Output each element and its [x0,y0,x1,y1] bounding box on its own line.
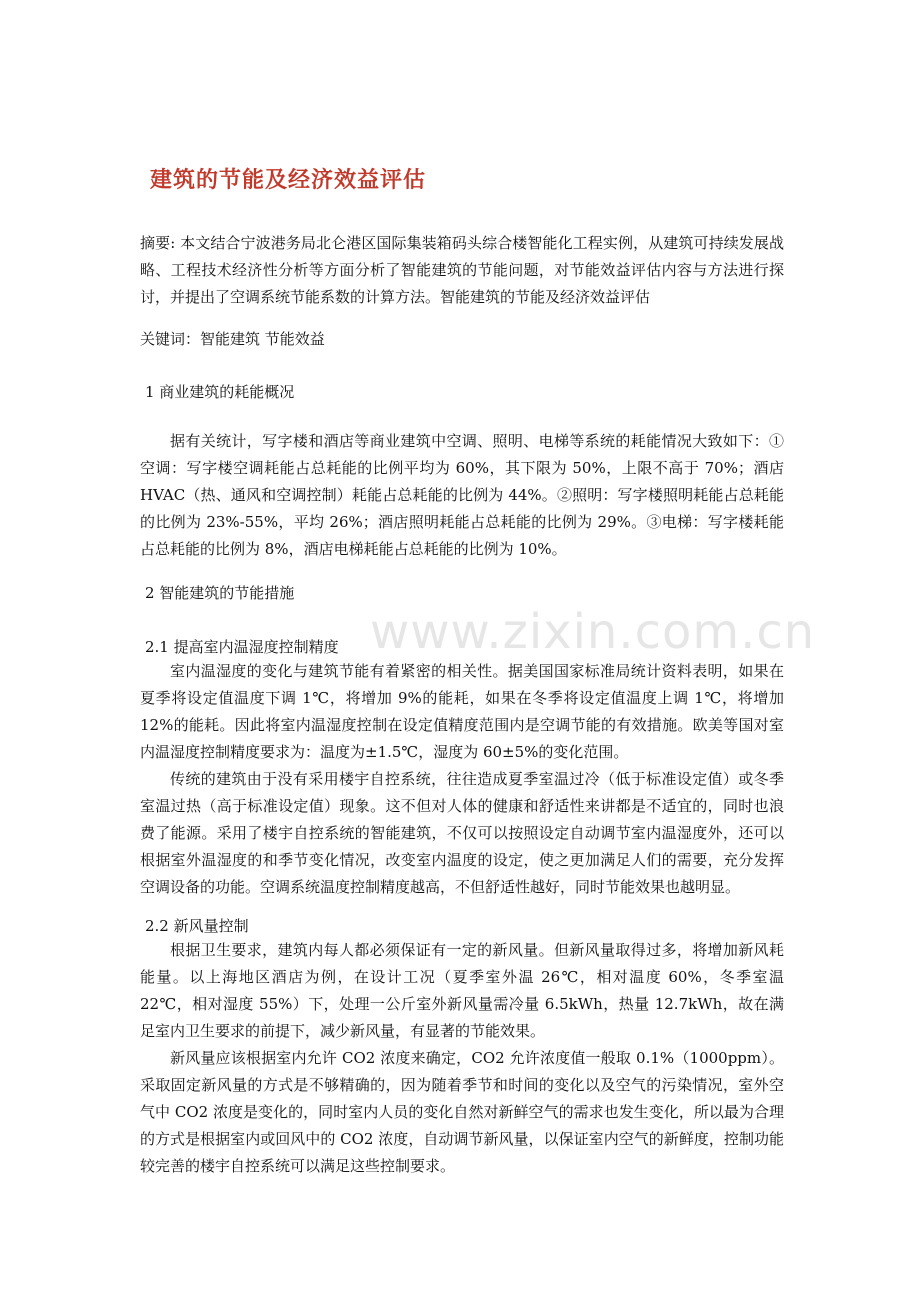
keywords-block [140,326,784,353]
section-2-heading: 2 智能建筑的节能措施 [145,584,295,602]
section-1-body [140,428,784,563]
keywords-line: 关键词：智能建筑 节能效益 [140,330,325,348]
document-title: 建筑的节能及经济效益评估 [150,168,427,193]
section-2-1-paragraph-1: 室内温湿度的变化与建筑节能有着紧密的相关性。据美国国家标准局统计资料表明，如果在夏季将设定值温度下调 1℃，将增加 9%的能耗，如果在冬季将设定值温度上调 1℃，将增加 12%的能耗。因此将室内温湿度控制在设定值精度范围内是空调节能的有效措施。欧美等国对室内温湿度控制精度要求为：温度为±1.5℃，湿度为 60±5%的变化范围。 [140,662,784,761]
section-2-2-body [140,937,784,1180]
abstract-block [140,230,784,311]
section-2-2-paragraph-2: 新风量应该根据室内允许 CO2 浓度来确定，CO2 允许浓度值一般取 0.1%（1000ppm）。采取固定新风量的方式是不够精确的，因为随着季节和时间的变化以及空气的污染情况，室外空气中 CO2 浓度是变化的，同时室内人员的变化自然对新鲜空气的需求也发生变化，所以最为合理的方式是根据室内或回风中的 CO2 浓度，自动调节新风量，以保证室内空气的新鲜度，控制功能较完善的楼宇自控系统可以满足这些控制要求。 [140,1049,784,1175]
watermark-text: www.zixin.com.cn [370,604,816,660]
section-2-1-body [140,658,784,901]
section-2-2-paragraph-1: 根据卫生要求，建筑内每人都必须保证有一定的新风量。但新风量取得过多，将增加新风耗能量。以上海地区酒店为例，在设计工况（夏季室外温 26℃，相对温度 60%，冬季室温 22℃，相对湿度 55%）下，处理一公斤室外新风量需冷量 6.5kWh，热量 12.7kWh，故在满足室内卫生要求的前提下，减少新风量，有显著的节能效果。 [140,941,784,1040]
abstract-paragraph: 摘要: 本文结合宁波港务局北仑港区国际集装箱码头综合楼智能化工程实例，从建筑可持续发展战略、工程技术经济性分析等方面分析了智能建筑的节能问题，对节能效益评估内容与方法进行探讨，并提出了空调系统节能系数的计算方法。智能建筑的节能及经济效益评估 [140,234,784,306]
section-1-paragraph: 据有关统计，写字楼和酒店等商业建筑中空调、照明、电梯等系统的耗能情况大致如下：①空调：写字楼空调耗能占总耗能的比例平均为 60%，其下限为 50%，上限不高于 70%；酒店 HVAC（热、通风和空调控制）耗能占总耗能的比例为 44%。②照明：写字楼照明耗能占总耗能的比例为 23%-55%，平均 26%；酒店照明耗能占总耗能的比例为 29%。③电梯：写字楼耗能占总耗能的比例为 8%，酒店电梯耗能占总耗能的比例为 10%。 [140,432,784,558]
section-2-1-heading: 2.1 提高室内温湿度控制精度 [145,638,339,656]
section-2-1-paragraph-2: 传统的建筑由于没有采用楼宇自控系统，往往造成夏季室温过冷（低于标准设定值）或冬季室温过热（高于标准设定值）现象。这不但对人体的健康和舒适性来讲都是不适宜的，同时也浪费了能源。采用了楼宇自控系统的智能建筑，不仅可以按照设定自动调节室内温湿度外，还可以根据室外温湿度的和季节变化情况，改变室内温度的设定，使之更加满足人们的需要，充分发挥空调设备的功能。空调系统温度控制精度越高，不但舒适性越好，同时节能效果也越明显。 [140,770,784,896]
section-2-2-heading: 2.2 新风量控制 [145,917,249,935]
section-1-heading: 1 商业建筑的耗能概况 [145,383,295,401]
